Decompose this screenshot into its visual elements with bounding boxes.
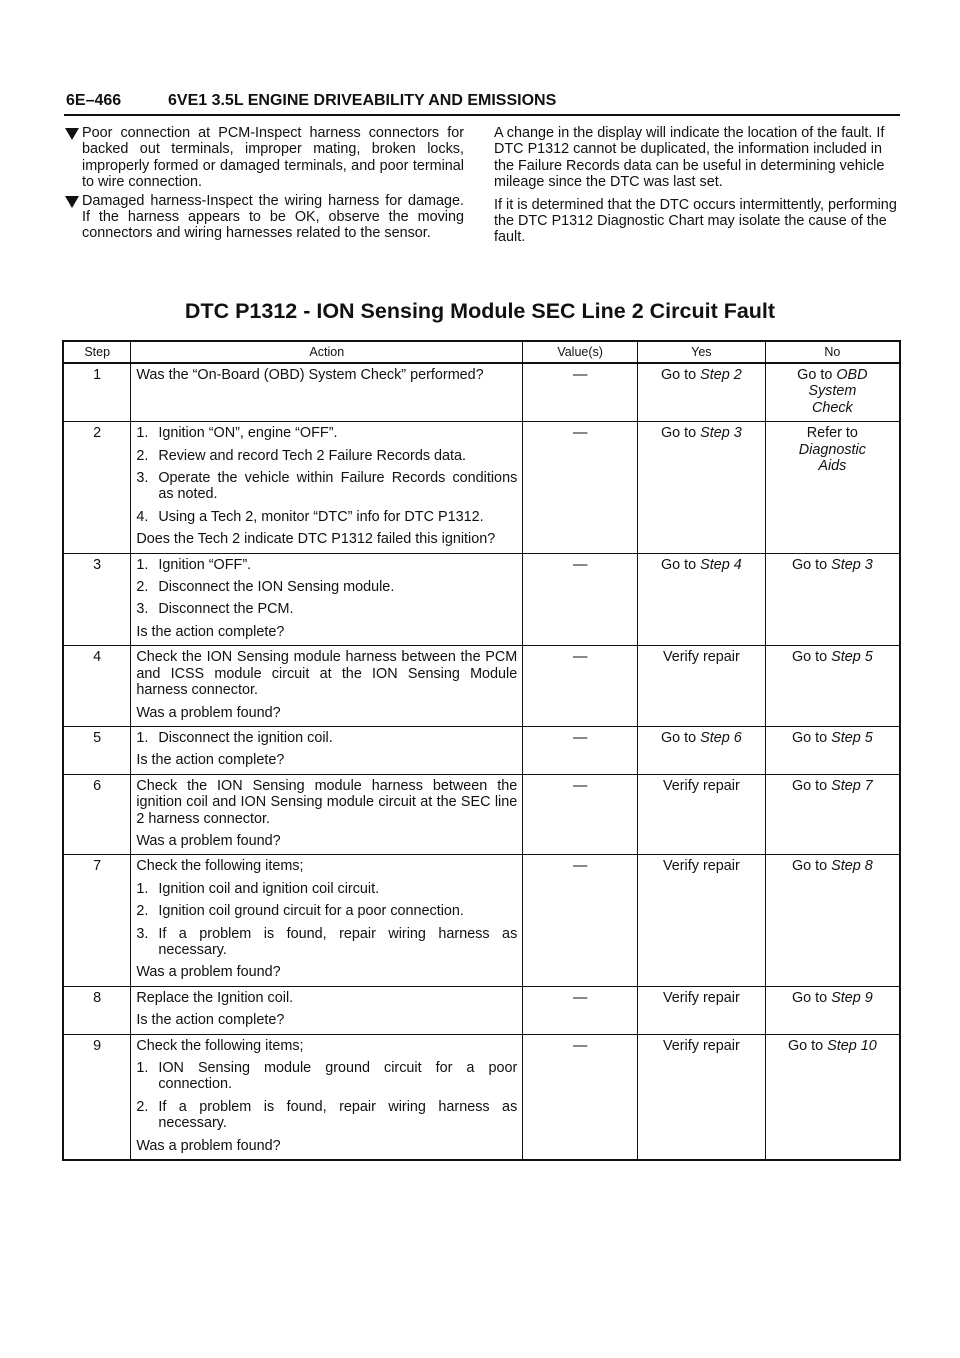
action-text: Is the action complete? <box>136 752 285 769</box>
column-header-values: Value(s) <box>523 341 638 363</box>
value-cell: — <box>523 726 638 774</box>
table-row <box>63 726 900 774</box>
action-numbered-item <box>136 730 517 746</box>
item-text: Ignition coil ground circuit for a poor connection. <box>158 903 464 920</box>
value-cell: — <box>523 646 638 727</box>
action-text: Was a problem found? <box>136 964 281 981</box>
triangle-bullet-icon <box>65 128 79 140</box>
action-cell <box>131 1034 523 1160</box>
no-text: Go to <box>797 367 837 383</box>
item-number: 4. <box>136 508 149 525</box>
action-text: Check the ION Sensing module harness between the ignition coil and ION Sensing module circuit at the SEC line 2 harness connector. <box>136 777 518 827</box>
yes-text: Go to <box>660 367 701 383</box>
item-number: 3. <box>136 601 149 618</box>
table-row <box>63 1034 900 1160</box>
bullet-text: Poor connection at PCM-Inspect harness connectors for backed out terminals, improper mating, broken locks, improperly formed or damaged terminals, and poor terminal to wire connection. <box>82 125 464 191</box>
action-numbered-item <box>136 557 517 573</box>
yes-text: Verify repair <box>662 858 740 875</box>
page-header <box>64 92 900 116</box>
step-cell: 4 <box>63 646 131 727</box>
no-cell <box>765 1034 900 1160</box>
diagnostic-table <box>62 340 901 1161</box>
action-numbered-item <box>136 601 517 617</box>
action-text: Check the following items; <box>136 858 304 875</box>
item-text: Ignition “OFF”. <box>158 556 252 573</box>
action-numbered-item <box>136 448 517 464</box>
table-title: DTC P1312 - ION Sensing Module SEC Line 2 Circuit Fault <box>184 299 776 323</box>
no-reference-line: Check <box>811 399 853 416</box>
action-cell <box>131 986 523 1034</box>
item-text: ION Sensing module ground circuit for a poor connection. <box>158 1060 518 1093</box>
no-reference-line: System <box>808 383 857 400</box>
column-header-yes: Yes <box>638 341 766 363</box>
no-cell <box>765 986 900 1034</box>
no-text: Go to <box>787 1037 828 1054</box>
no-text: Go to <box>791 729 832 746</box>
action-cell <box>131 553 523 646</box>
action-cell <box>131 774 523 855</box>
action-cell <box>131 726 523 774</box>
no-step-ref: Step 10 <box>827 1037 877 1054</box>
action-numbered-item <box>136 579 517 595</box>
no-text: Go to <box>791 989 832 1006</box>
item-text: Disconnect the ignition coil. <box>158 729 333 746</box>
yes-step-ref: Step 6 <box>700 729 742 746</box>
action-text: Replace the Ignition coil. <box>136 989 294 1006</box>
no-step-ref: Step 3 <box>831 556 873 573</box>
item-text: Disconnect the ION Sensing module. <box>158 579 395 596</box>
no-cell <box>765 422 900 553</box>
action-cell <box>131 363 523 422</box>
item-number: 3. <box>136 925 149 942</box>
yes-cell <box>638 726 766 774</box>
value-cell: — <box>523 855 638 986</box>
item-text: Disconnect the PCM. <box>158 601 294 618</box>
yes-step-ref: Step 2 <box>700 367 742 383</box>
no-text: Go to <box>791 556 832 573</box>
step-cell: 9 <box>63 1034 131 1160</box>
action-text: Was the “On-Board (OBD) System Check” performed? <box>136 367 484 383</box>
yes-cell <box>638 422 766 553</box>
intro-paragraph: If it is determined that the DTC occurs intermittently, performing the DTC P1312 Diagnostic Chart may isolate the cause of the fault. <box>494 196 897 246</box>
value-cell: — <box>523 422 638 553</box>
item-text: Ignition coil and ignition coil circuit. <box>158 880 380 897</box>
item-number: 3. <box>136 470 149 487</box>
step-cell: 1 <box>93 367 102 383</box>
value-cell: — <box>523 774 638 855</box>
step-cell: 7 <box>63 855 131 986</box>
table-row <box>63 363 900 422</box>
table-row <box>63 986 900 1034</box>
item-number: 1. <box>136 556 149 573</box>
yes-cell <box>638 363 766 422</box>
no-reference-line: Diagnostic <box>798 441 866 458</box>
yes-text: Verify repair <box>662 649 740 666</box>
yes-step-ref: Step 3 <box>700 425 742 442</box>
action-text: Check the ION Sensing module harness between the PCM and ICSS module circuit at the ION Sensing Module harness connector. <box>136 649 518 699</box>
no-step-ref: Step 5 <box>831 649 873 666</box>
item-number: 1. <box>136 880 149 897</box>
no-cell <box>765 774 900 855</box>
action-numbered-item <box>136 881 517 897</box>
no-step-ref: Step 5 <box>831 729 873 746</box>
action-text: Was a problem found? <box>136 704 281 721</box>
yes-text: Verify repair <box>662 989 740 1006</box>
table-body <box>63 363 900 1160</box>
yes-cell <box>638 986 766 1034</box>
action-text: Was a problem found? <box>136 1137 281 1154</box>
action-text: Is the action complete? <box>136 1012 285 1029</box>
intro-right-column <box>494 125 898 252</box>
step-cell: 3 <box>63 553 131 646</box>
table-header-row <box>63 341 900 363</box>
intro-paragraph: A change in the display will indicate the location of the fault. If DTC P1312 cannot be duplicated, the information included in the Failure Records data can be useful in determining vehicle mileage since the DTC was last set. <box>494 125 885 191</box>
value-cell: — <box>523 1034 638 1160</box>
table-row <box>63 855 900 986</box>
action-cell <box>131 646 523 727</box>
no-cell <box>765 646 900 727</box>
section-title: 6VE1 3.5L ENGINE DRIVEABILITY AND EMISSIONS <box>168 92 557 109</box>
action-cell <box>131 422 523 553</box>
step-cell: 6 <box>63 774 131 855</box>
yes-cell <box>638 646 766 727</box>
action-numbered-item <box>136 903 517 919</box>
action-text: Is the action complete? <box>136 623 285 640</box>
action-text: Was a problem found? <box>136 832 281 849</box>
no-cell <box>765 855 900 986</box>
no-cell <box>765 553 900 646</box>
item-number: 2. <box>136 903 149 920</box>
no-step-ref: Step 9 <box>831 989 873 1006</box>
item-number: 1. <box>136 729 149 746</box>
action-numbered-item <box>136 425 517 441</box>
no-text: Go to <box>791 649 832 666</box>
yes-cell <box>638 1034 766 1160</box>
item-number: 1. <box>136 1060 149 1076</box>
action-numbered-item <box>136 470 517 503</box>
value-cell: — <box>523 986 638 1034</box>
value-cell: — <box>523 363 638 422</box>
no-step-ref: Step 7 <box>831 777 873 794</box>
step-cell: 2 <box>63 422 131 553</box>
page-number: 6E–466 <box>66 92 122 109</box>
item-text: Using a Tech 2, monitor “DTC” info for DTC P1312. <box>158 508 484 525</box>
intro-left-column <box>64 125 464 244</box>
no-reference-line: Aids <box>818 458 847 475</box>
column-header-step: Step <box>63 341 131 363</box>
no-step-ref: Step 8 <box>831 858 873 875</box>
item-number: 1. <box>136 425 149 442</box>
no-text: Go to <box>791 858 832 875</box>
item-text: If a problem is found, repair wiring harness as necessary. <box>158 925 518 958</box>
yes-cell <box>638 774 766 855</box>
table-row <box>63 646 900 727</box>
action-text: Does the Tech 2 indicate DTC P1312 failed this ignition? <box>136 531 496 548</box>
no-cell <box>765 726 900 774</box>
step-cell: 8 <box>63 986 131 1034</box>
item-text: Ignition “ON”, engine “OFF”. <box>158 425 338 442</box>
yes-text: Verify repair <box>662 777 740 794</box>
action-text: Check the following items; <box>136 1037 304 1054</box>
step-cell: 5 <box>63 726 131 774</box>
yes-text: Go to <box>660 729 701 746</box>
yes-cell <box>638 553 766 646</box>
item-number: 2. <box>136 579 149 596</box>
item-number: 2. <box>136 447 149 464</box>
bullet-item <box>64 125 464 191</box>
value-cell: — <box>523 553 638 646</box>
action-cell <box>131 855 523 986</box>
triangle-bullet-icon <box>65 196 79 208</box>
yes-text: Go to <box>660 556 701 573</box>
no-text: Refer to <box>806 425 858 442</box>
action-numbered-item <box>136 1060 517 1093</box>
yes-text: Go to <box>660 425 701 442</box>
action-numbered-item <box>136 926 517 959</box>
column-header-no: No <box>765 341 900 363</box>
item-text: Review and record Tech 2 Failure Records data. <box>158 447 467 464</box>
no-cell <box>765 363 900 422</box>
bullet-item <box>64 193 464 242</box>
yes-step-ref: Step 4 <box>700 556 742 573</box>
yes-cell <box>638 855 766 986</box>
table-row <box>63 422 900 553</box>
no-reference-line: OBD <box>836 367 868 383</box>
action-numbered-item <box>136 509 517 525</box>
bullet-text: Damaged harness-Inspect the wiring harness for damage. If the harness appears to be OK, observe the moving connectors and wiring harnesses related to the sensor. <box>82 192 464 242</box>
item-text: Operate the vehicle within Failure Records conditions as noted. <box>158 470 518 503</box>
item-number: 2. <box>136 1098 149 1115</box>
column-header-action: Action <box>131 341 523 363</box>
no-text: Go to <box>791 777 832 794</box>
item-text: If a problem is found, repair wiring harness as necessary. <box>158 1098 518 1132</box>
action-numbered-item <box>136 1099 517 1132</box>
table-row <box>63 553 900 646</box>
yes-text: Verify repair <box>662 1037 740 1054</box>
table-row <box>63 774 900 855</box>
